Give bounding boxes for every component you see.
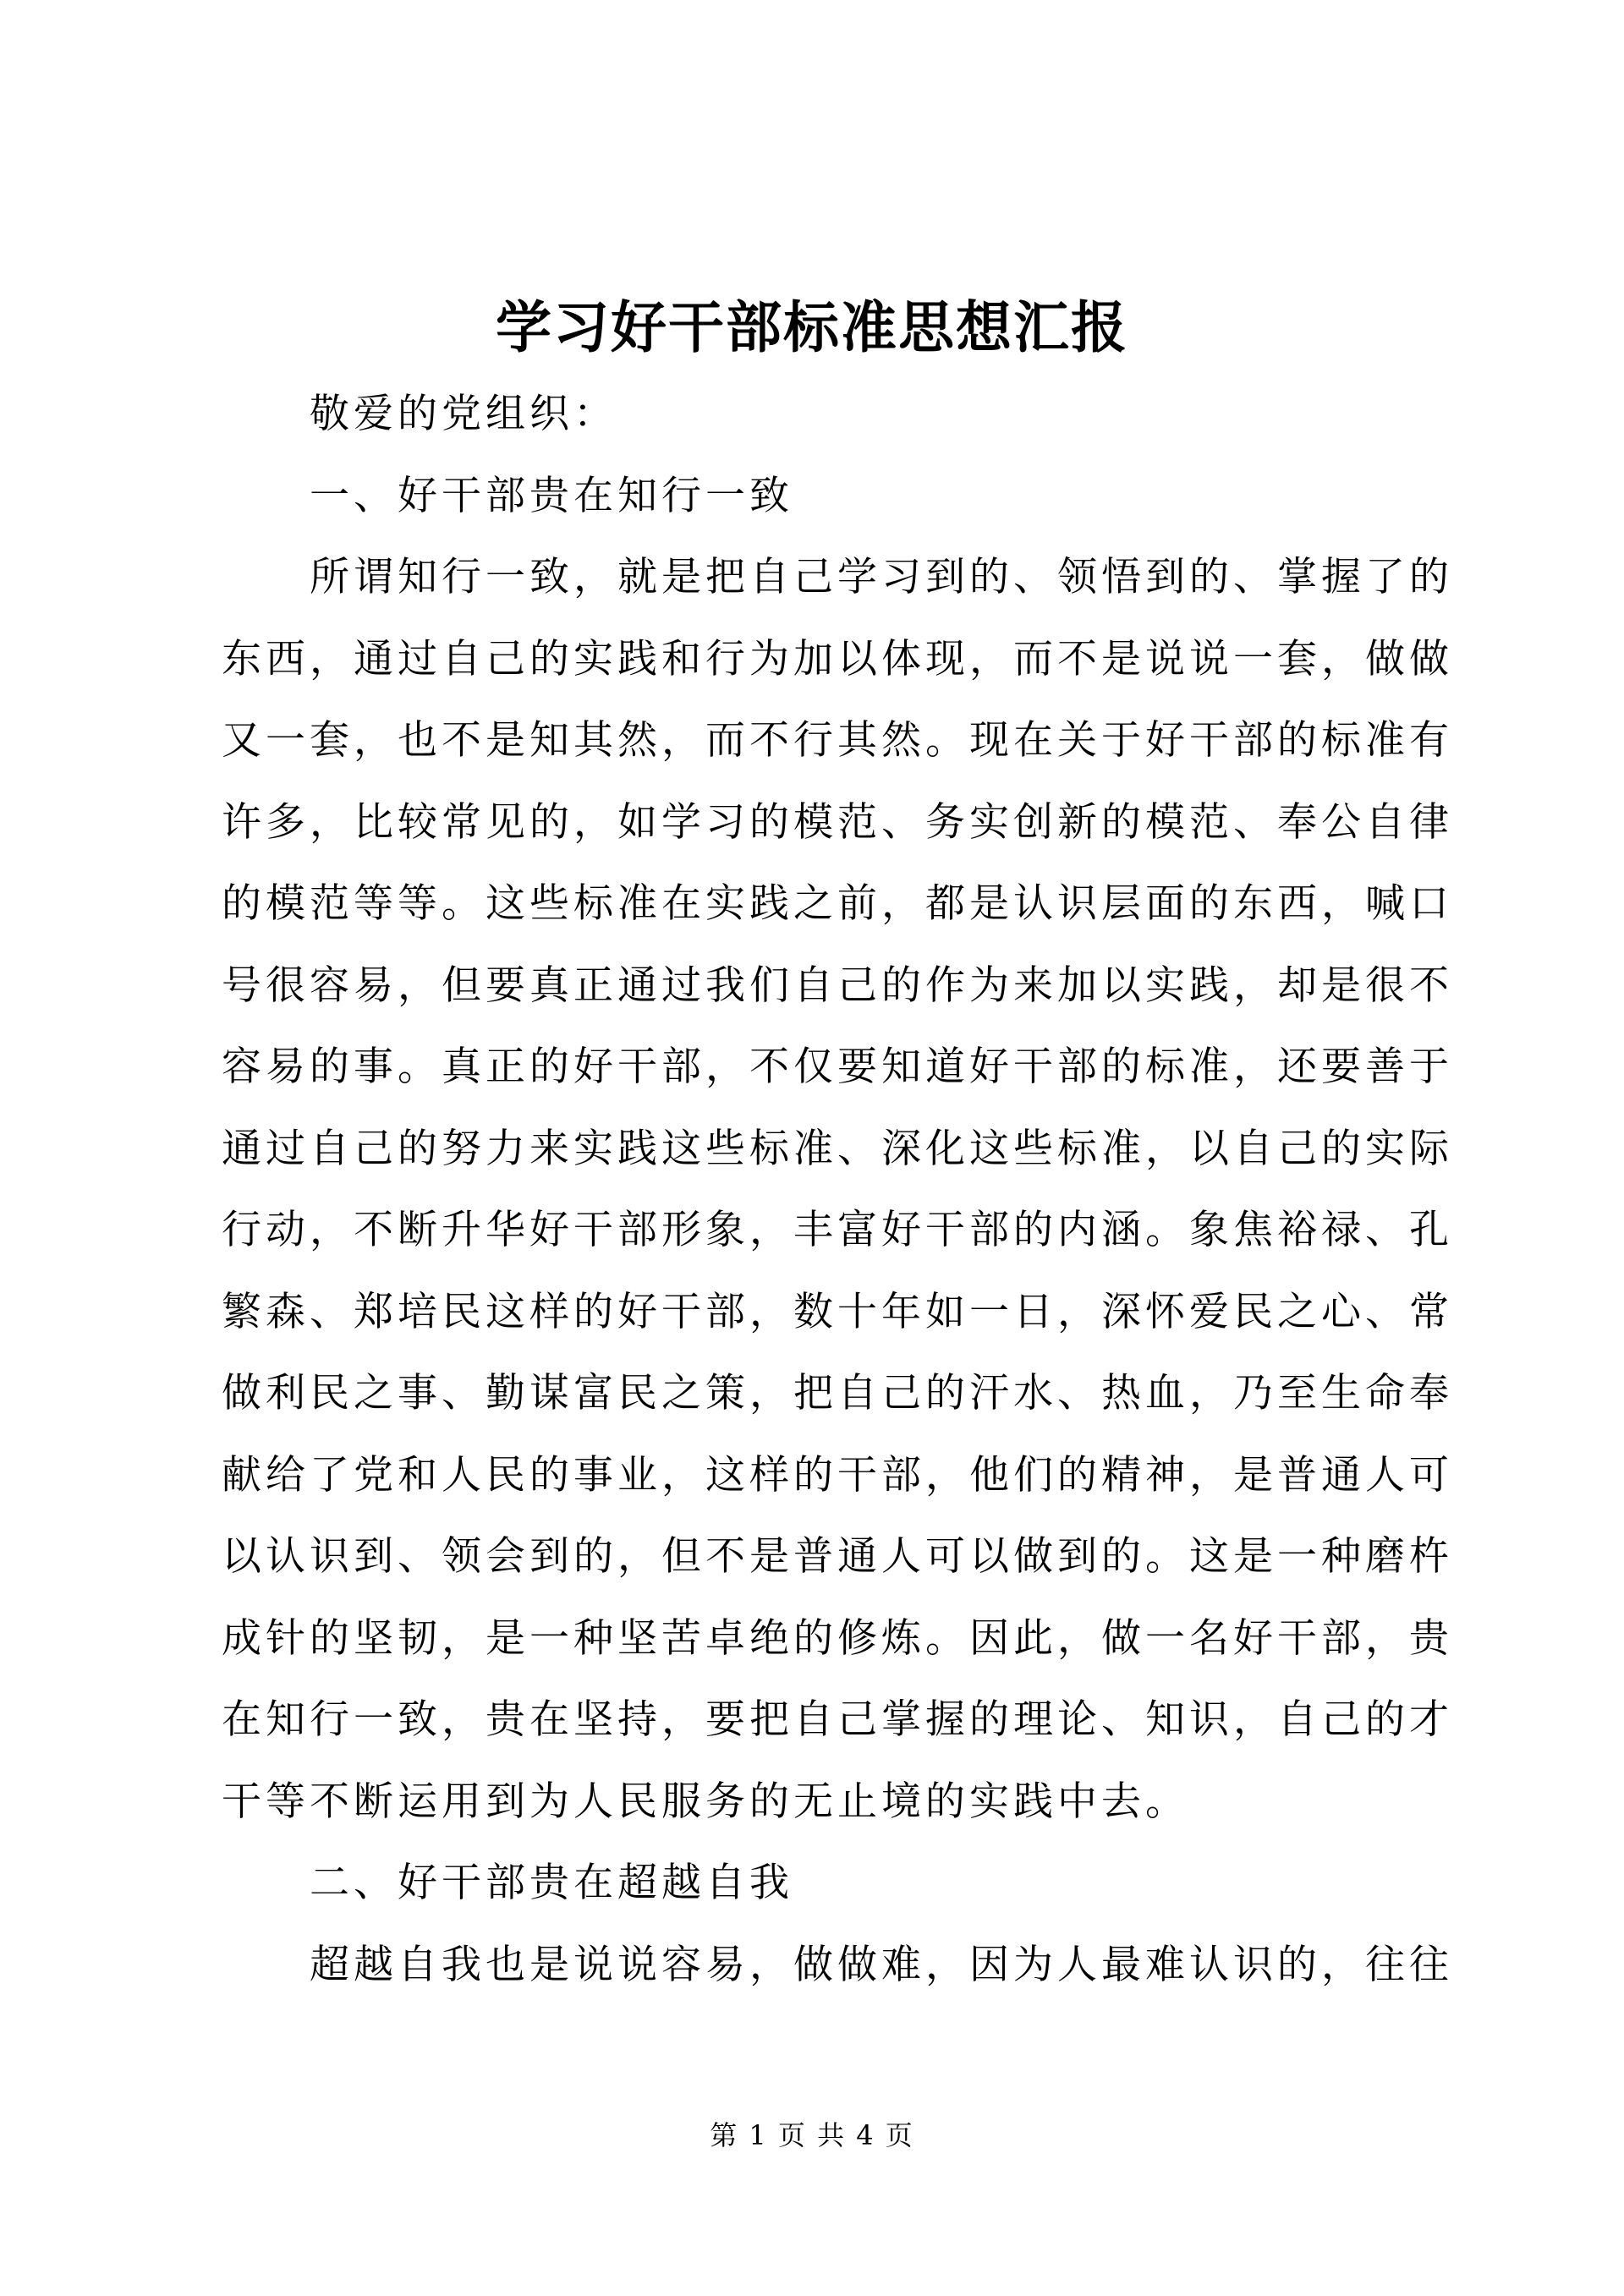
paragraph-line: 号很容易，但要真正通过我们自己的作为来加以实践，却是很不 [222,962,1453,1009]
salutation: 敬爱的党组织： [310,391,617,437]
paragraph-line: 在知行一致，贵在坚持，要把自己掌握的理论、知识，自己的才 [222,1696,1453,1743]
paragraph-line: 行动，不断升华好干部形象，丰富好干部的内涵。象焦裕禄、孔 [222,1207,1453,1253]
paragraph-line: 献给了党和人民的事业，这样的干部，他们的精神，是普通人可 [222,1451,1453,1499]
section-1-heading: 一、好干部贵在知行一致 [310,472,793,519]
paragraph-line: 超越自我也是说说容易，做做难，因为人最难认识的，往往 [310,1941,1453,1988]
document-title: 学习好干部标准思想汇报 [496,295,1128,360]
paragraph-line: 又一套，也不是知其然，而不行其然。现在关于好干部的标准有 [222,717,1453,764]
paragraph-line: 以认识到、领会到的，但不是普通人可以做到的。这是一种磨杵 [222,1533,1453,1580]
paragraph-line: 繁森、郑培民这样的好干部，数十年如一日，深怀爱民之心、常 [222,1288,1453,1335]
paragraph-line: 容易的事。真正的好干部，不仅要知道好干部的标准，还要善于 [222,1044,1453,1090]
paragraph-line: 所谓知行一致，就是把自己学习到的、领悟到的、掌握了的 [310,554,1453,600]
paragraph-line: 的模范等等。这些标准在实践之前，都是认识层面的东西，喊口 [222,880,1453,927]
paragraph-line: 干等不断运用到为人民服务的无止境的实践中去。 [222,1778,1189,1825]
paragraph-line: 东西，通过自己的实践和行为加以体现，而不是说说一套，做做 [222,635,1453,682]
section-2-heading: 二、好干部贵在超越自我 [310,1860,793,1906]
paragraph-line: 许多，比较常见的，如学习的模范、务实创新的模范、奉公自律 [222,798,1453,846]
page-indicator: 第 1 页 共 4 页 [710,2119,914,2151]
paragraph-line: 通过自己的努力来实践这些标准、深化这些标准，以自己的实际 [222,1125,1453,1172]
paragraph-line: 做利民之事、勤谋富民之策，把自己的汗水、热血，乃至生命奉 [222,1370,1453,1417]
paragraph-line: 成针的坚韧，是一种坚苦卓绝的修炼。因此，做一名好干部，贵 [222,1614,1453,1662]
document-body [222,374,1453,2006]
